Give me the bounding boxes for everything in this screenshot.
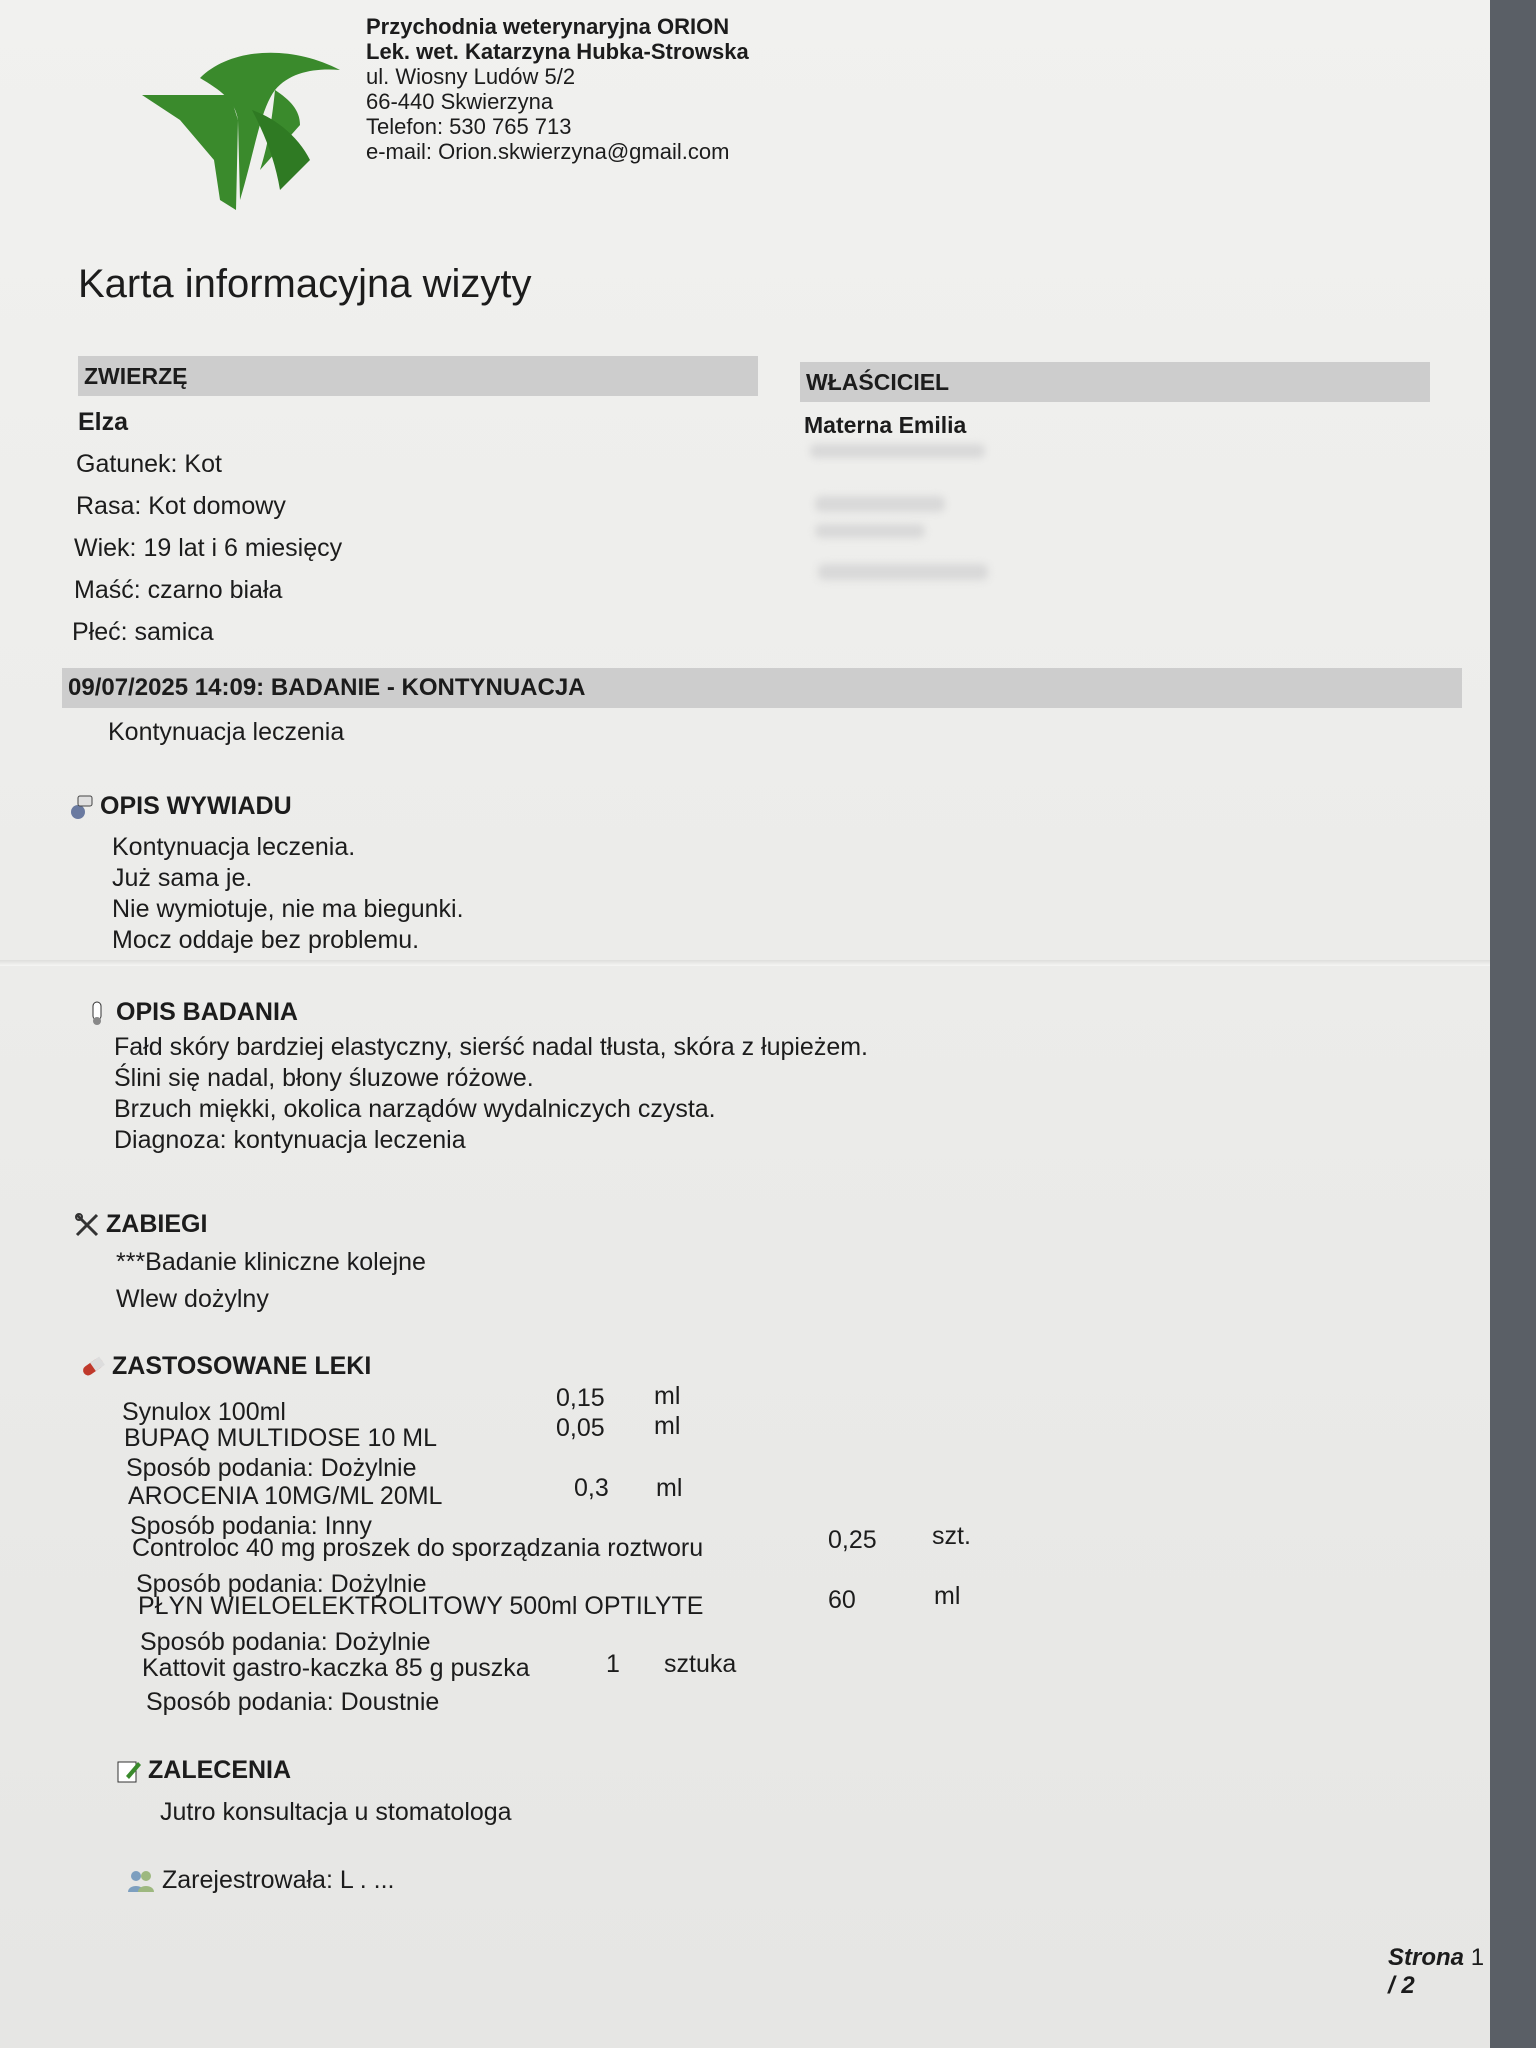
registered-text: Zarejestrowała: L . ... [162,1866,395,1894]
interview-text [112,832,464,956]
exam-line: Ślini się nadal, błony śluzowe różowe. [114,1064,534,1092]
paper-fold [0,960,1490,966]
clinic-info [366,14,749,164]
drug-qty: 1 [606,1650,620,1678]
redacted-owner-city [815,496,945,512]
drug-unit: ml [654,1382,681,1410]
interview-line: Nie wymiotuje, nie ma biegunki. [112,895,464,923]
drug-qty: 0,3 [574,1474,609,1502]
redacted-owner-phone [815,524,925,538]
owner-header: WŁAŚCICIEL [800,362,1430,402]
page-number [1388,1944,1490,2000]
clinic-email: e-mail: Orion.skwierzyna@gmail.com [366,139,730,164]
scissors-icon [74,1212,100,1238]
page-total: / 2 [1388,1972,1415,1999]
drug-unit: sztuka [664,1650,737,1678]
thermometer-icon [84,1000,110,1026]
drug-name: AROCENIA 10MG/ML 20ML [128,1482,443,1510]
exam-header [84,998,298,1027]
drug-name: Controloc 40 mg proszek do sporządzania roztworu [132,1534,704,1562]
visit-subtitle: Kontynuacja leczenia [108,718,345,746]
drug-name: BUPAQ MULTIDOSE 10 ML [124,1424,438,1452]
drug-qty: 0,05 [556,1414,605,1442]
drug-qty: 0,15 [556,1384,605,1412]
interview-icon [68,794,94,820]
interview-title: OPIS WYWIADU [100,792,292,820]
procedures-title: ZABIEGI [106,1210,208,1238]
clinic-logo [140,50,350,220]
animal-age: Wiek: 19 lat i 6 miesięcy [74,534,343,562]
procedures-header [74,1210,207,1239]
page-current: 1 [1470,1944,1485,1971]
drug-route: Sposób podania: Inny [130,1512,372,1540]
procedures-text [116,1244,426,1318]
redacted-owner-address [810,444,985,458]
page-label: Strona [1388,1944,1465,1971]
animal-name: Elza [78,408,129,436]
exam-line: Fałd skóry bardziej elastyczny, sierść nadal tłusta, skóra z łupieżem. [114,1033,869,1061]
drugs-title: ZASTOSOWANE LEKI [112,1352,372,1380]
drug-route: Sposób podania: Dożylnie [136,1570,427,1598]
drug-name: Synulox 100ml [122,1398,286,1426]
procedure-line: Wlew dożylny [116,1285,269,1313]
pill-icon [80,1354,106,1380]
clinic-name: Przychodnia weterynaryjna ORION [366,14,730,39]
interview-line: Już sama je. [112,864,253,892]
notepad-pencil-icon [116,1758,142,1784]
animal-breed: Rasa: Kot domowy [76,492,286,520]
recommendations-text: Jutro konsultacja u stomatologa [160,1798,512,1826]
clinic-doctor: Lek. wet. Katarzyna Hubka-Strowska [366,39,749,64]
interview-line: Kontynuacja leczenia. [112,833,356,861]
drug-route: Sposób podania: Dożylnie [126,1454,417,1482]
drug-qty: 60 [828,1586,856,1614]
animal-color: Maść: czarno biała [74,576,283,604]
exam-text [114,1032,868,1156]
visit-header: 09/07/2025 14:09: BADANIE - KONTYNUACJA [62,668,1462,708]
clinic-phone: Telefon: 530 765 713 [366,114,572,139]
drug-name: Kattovit gastro-kaczka 85 g puszka [142,1654,530,1682]
interview-line: Mocz oddaje bez problemu. [112,926,420,954]
recommendations-header [116,1756,291,1785]
drugs-header [80,1352,371,1381]
drug-unit: ml [656,1474,683,1502]
users-icon [126,1868,156,1894]
exam-title: OPIS BADANIA [116,998,298,1026]
page-title: Karta informacyjna wizyty [78,262,532,306]
animal-sex: Płeć: samica [72,618,214,646]
interview-header [68,792,292,821]
drug-name: PŁYN WIELOELEKTROLITOWY 500ml OPTILYTE [138,1592,704,1620]
drug-unit: ml [654,1412,681,1440]
drug-route: Sposób podania: Doustnie [146,1688,440,1716]
registered-by [126,1866,395,1895]
drug-unit: szt. [932,1522,971,1550]
exam-line: Diagnoza: kontynuacja leczenia [114,1126,466,1154]
animal-species: Gatunek: Kot [76,450,222,478]
exam-line: Brzuch miękki, okolica narządów wydalniczych czysta. [114,1095,716,1123]
animal-header: ZWIERZĘ [78,356,758,396]
redacted-owner-email [818,564,988,580]
drug-qty: 0,25 [828,1526,877,1554]
drug-route: Sposób podania: Dożylnie [140,1628,431,1656]
clinic-street: ul. Wiosny Ludów 5/2 [366,64,576,89]
owner-name: Materna Emilia [804,412,967,438]
clinic-city: 66-440 Skwierzyna [366,89,554,114]
procedure-line: ***Badanie kliniczne kolejne [116,1248,426,1276]
recommendations-title: ZALECENIA [148,1756,292,1784]
drug-unit: ml [934,1582,961,1610]
